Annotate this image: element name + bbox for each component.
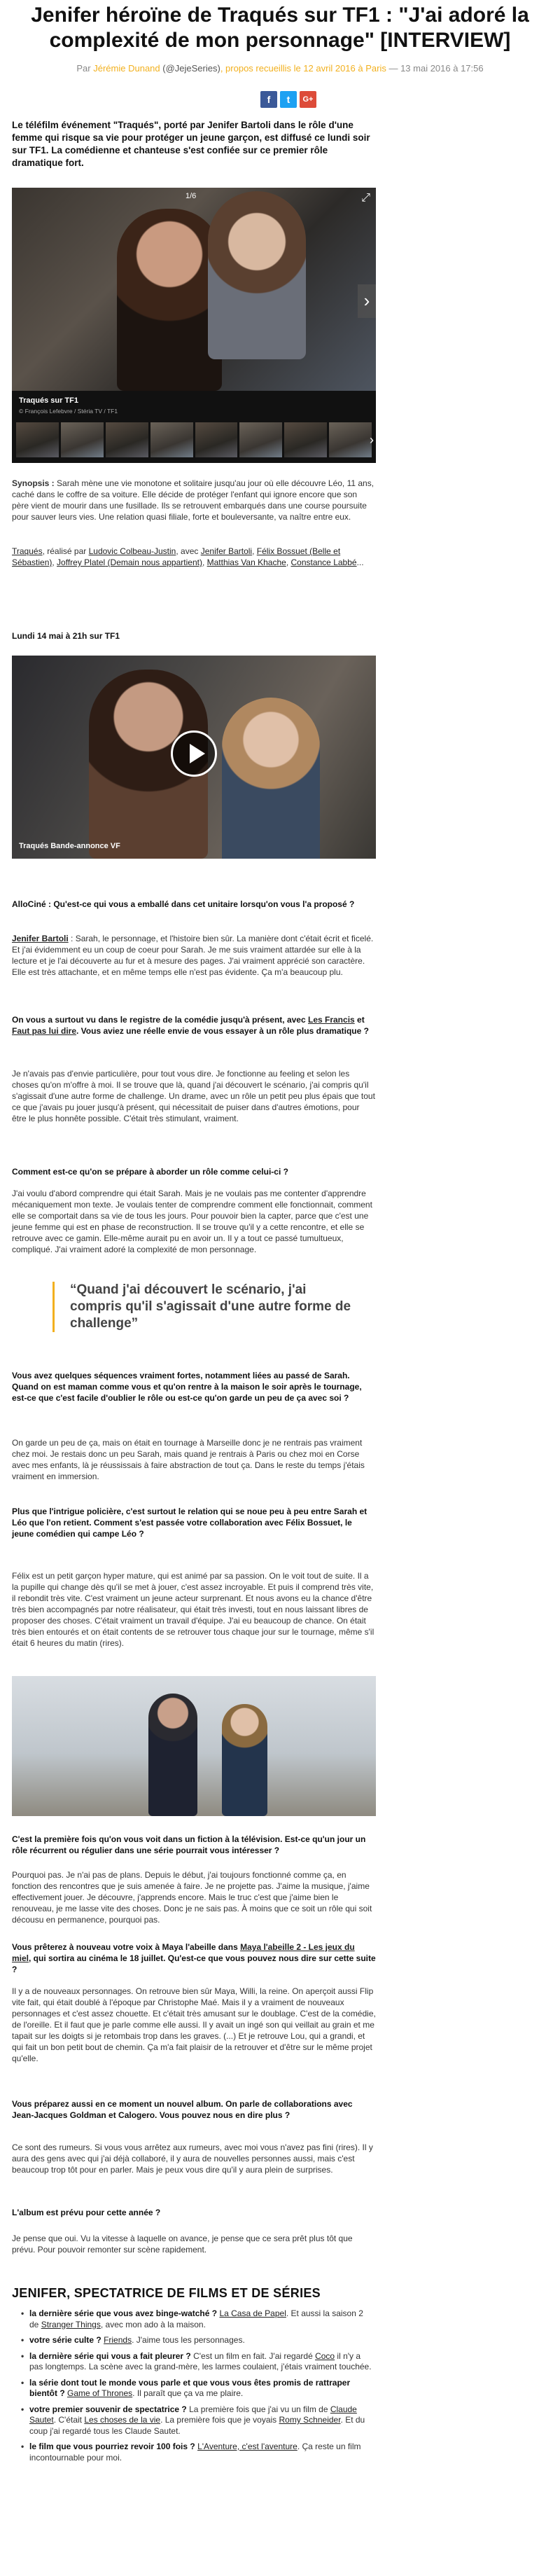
publish-date: — 13 mai 2016 à 17:56 bbox=[386, 63, 484, 74]
article-meta bbox=[7, 63, 553, 74]
facebook-share-icon[interactable]: f bbox=[260, 91, 277, 108]
question-text: et bbox=[354, 1015, 365, 1025]
list-answer: . C'était bbox=[53, 2415, 85, 2425]
article-lead: Le téléfilm événement "Traqués", porté par Jenifer Bartoli dans le rôle d'une femme qui risque sa vie pour protéger un jeune garçon, est diffusé ce lundi soir sur TF1. La comédienne et chanteuse s'est confiée sur ce premier rôle dramatique fort. bbox=[12, 120, 370, 168]
credits-text: , bbox=[202, 558, 207, 567]
film-link[interactable]: Maya l'abeille 2 - Les jeux du miel bbox=[12, 1942, 355, 1963]
next-arrow-icon[interactable]: › bbox=[358, 284, 376, 318]
meta-prefix: Par bbox=[76, 63, 91, 74]
speaker-link[interactable]: Jenifer Bartoli bbox=[12, 934, 69, 943]
interview-answer: Je n'avais pas d'envie particulière, pour tout vous dire. Je fonctionne au feeling et selon les choses qu'on m'offre à moi. Il se trouve que là, quand j'ai découvert le scénario, j'ai compris qu'il s'agissait d'une autre forme de challenge. Un drame, avec un rôle un petit peu plus épais que tout ce que j'avais pu jouer jusqu'à présent, qui nécessitait de puiser dans d'autres émotions, pour être le plus honnête possible. C'était très stimulant, vraiment. bbox=[12, 1069, 375, 1123]
film-link[interactable]: Faut pas lui dire bbox=[12, 1026, 77, 1036]
gallery-main-photo[interactable] bbox=[12, 188, 376, 391]
list-question: la dernière série que vous avez binge-watché ? bbox=[29, 2308, 218, 2318]
credits-text: , avec bbox=[176, 546, 201, 556]
series-link[interactable]: Stranger Things bbox=[41, 2319, 101, 2329]
list-answer: . Il paraît que ça va me plaire. bbox=[132, 2388, 244, 2398]
share-buttons bbox=[260, 91, 316, 108]
interview-question bbox=[12, 1014, 376, 1037]
gallery-thumbnail[interactable] bbox=[239, 422, 282, 457]
series-link[interactable]: (Demain nous appartient) bbox=[105, 558, 202, 567]
credits-text: ... bbox=[356, 558, 364, 567]
gallery-credit: © François Lefebvre / Stéria TV / TF1 bbox=[19, 408, 118, 415]
synopsis-label: Synopsis : bbox=[12, 478, 55, 488]
synopsis bbox=[12, 478, 376, 522]
interview-question bbox=[12, 1941, 376, 1975]
photo-figure-woman bbox=[148, 1694, 197, 1816]
person-link[interactable]: Claude Sautet bbox=[29, 2404, 357, 2425]
interview-answer: Pourquoi pas. Je n'ai pas de plans. Depuis le début, j'ai toujours fonctionné comme ça, en fonction des rencontres que je suis amenée à faire. Je ne projette pas. J'aime la musique, j'aime effectivement jouer. Je découvre, j'apprends encore. Mais le truc c'est que j'aime bien le renouveau, je me lasse vite des choses. Donc je ne sais pas. À moins que ce soit un rôle qui soit décousu en permanence, pourquoi pas. bbox=[12, 1870, 372, 1925]
series-link[interactable]: Game of Thrones bbox=[67, 2388, 133, 2398]
gallery-thumbnail[interactable] bbox=[195, 422, 238, 457]
list-question: votre premier souvenir de spectatrice ? bbox=[29, 2404, 187, 2414]
list-item bbox=[21, 2442, 374, 2463]
question-text: On vous a surtout vu dans le registre de la comédie jusqu'à présent, avec bbox=[12, 1015, 308, 1025]
gallery-thumbnails bbox=[16, 422, 372, 457]
expand-icon[interactable]: ⤢ bbox=[361, 192, 370, 204]
actor-link[interactable]: Félix Bossuet bbox=[256, 546, 307, 556]
meta-interview-info: , propos recueillis le 12 avril 2016 à Paris bbox=[220, 63, 386, 74]
interview-question: Plus que l'intrigue policière, c'est surtout le relation qui se noue peu à peu entre Sarah et Léo que l'on retient. Comment s'est passée votre collaboration avec Félix Bossuet, le jeune comédien qui campe Léo ? bbox=[12, 1507, 368, 1539]
photo-figure-boy bbox=[222, 1704, 267, 1816]
video-caption: Traqués Bande-annonce VF bbox=[19, 842, 120, 850]
interview-answer: J'ai voulu d'abord comprendre qui était Sarah. Mais je ne voulais pas me contenter d'apprendre mécaniquement mon texte. Je voulais tenter de comprendre comment elle fonctionnait, comment elle se comportait dans sa vie de tous les jours. Pour pouvoir bien la capter, parce que c'est une jeune femme qui est en phase de reconstruction. Il se trouve qu'il y a cette rencontre, et elle se retrouve avec ce gamin. Elle-même aurait pu en avoir un. Il y a tout ce passé tumultueux, compliqué. J'ai vraiment adoré la complexité de mon personnage. bbox=[12, 1189, 372, 1254]
series-link[interactable]: Friends bbox=[104, 2335, 132, 2345]
film-link[interactable]: (Belle et Sébastien) bbox=[12, 546, 341, 567]
interview-answer: Je pense que oui. Vu la vitesse à laquelle on avance, je pense que ce sera prêt plus tôt que prévu. Pour pouvoir remonter sur scène rapidement. bbox=[12, 2234, 353, 2255]
list-answer: . La première fois que je voyais bbox=[160, 2415, 279, 2425]
list-answer: . Ça reste un film incontournable pour moi. bbox=[29, 2442, 361, 2463]
gallery-thumbnail[interactable] bbox=[150, 422, 193, 457]
list-answer: La première fois que j'ai vu un film de bbox=[186, 2404, 330, 2414]
list-item bbox=[21, 2351, 374, 2373]
list-item bbox=[21, 2335, 374, 2346]
film-link[interactable]: Traqués bbox=[12, 546, 43, 556]
gallery-thumbnail[interactable] bbox=[106, 422, 148, 457]
film-credits bbox=[12, 546, 376, 568]
credits-text: , bbox=[52, 558, 57, 567]
film-link[interactable]: Coco bbox=[315, 2350, 335, 2361]
interview-answer: On garde un peu de ça, mais on était en tournage à Marseille donc je ne rentrais pas vraiment chez moi. Je restais donc un peu Sarah, mais quand je rentrais à Paris ou chez moi en Corse avec mes enfants, là je réussissais à faire abstraction de tout ça. Dans le reste du temps j'étais vraiment en immersion. bbox=[12, 1438, 365, 1481]
interview-question: Vous préparez aussi en ce moment un nouvel album. On parle de collaborations avec Jean-Jacques Goldman et Calogero. Vous pouvez nous en dire plus ? bbox=[12, 2099, 353, 2120]
section-heading: JENIFER, SPECTATRICE DE FILMS ET DE SÉRIES bbox=[12, 2286, 321, 2300]
list-item bbox=[21, 2378, 374, 2400]
list-answer: , avec mon ado à la maison. bbox=[100, 2319, 206, 2329]
thumbnails-next-icon[interactable]: › bbox=[370, 433, 374, 447]
question-text: Vous prêterez à nouveau votre voix à Maya l'abeille dans bbox=[12, 1942, 241, 1952]
list-question: votre série culte ? bbox=[29, 2335, 102, 2345]
list-answer: . J'aime tous les personnages. bbox=[132, 2335, 245, 2345]
interview-question: C'est la première fois qu'on vous voit dans un fiction à la télévision. Est-ce qu'un jour un rôle récurrent ou régulier dans une série pourrait vous intéresser ? bbox=[12, 1834, 366, 1855]
list-question: le film que vous pourriez revoir 100 fois ? bbox=[29, 2442, 195, 2451]
video-player[interactable] bbox=[12, 656, 376, 859]
favorites-list bbox=[21, 2308, 374, 2468]
series-link[interactable]: La Casa de Papel bbox=[219, 2308, 286, 2318]
list-question: la série dont tout le monde vous parle et que vous vous êtes promis de rattraper bientôt ? bbox=[29, 2377, 351, 2398]
interview-answer: Félix est un petit garçon hyper mature, qui est animé par sa passion. On le voit tout de suite. Il a la pupille qui change dès qu'il se met à jouer, c'est assez incroyable. Et puis il comprend très vite, il rebondit très vite. C'est vraiment un jeune acteur surprenant. Et nous avons eu la chance d'être très bien accompagnés par notre réalisateur, qui était très investi, tout en nous laissant libres de proposer des choses. C'était vraiment un travail d'équipe. J'ai eu beaucoup de chance. On était très bien entourés et on était contents de se retrouver tous chaque jour sur le tournage, même s'il était 6 heures du matin (rires). bbox=[12, 1571, 374, 1648]
list-item bbox=[21, 2404, 374, 2437]
gallery-thumbnail[interactable] bbox=[16, 422, 59, 457]
author-link[interactable]: Jérémie Dunand bbox=[93, 63, 160, 74]
interview-question: AlloCiné : Qu'est-ce qui vous a emballé dans cet unitaire lorsqu'on vous l'a proposé ? bbox=[12, 899, 355, 909]
interview-answer: Ce sont des rumeurs. Si vous vous arrêtez aux rumeurs, avec moi vous n'avez pas fini (rires). Il y aura des gens avec qui j'ai déjà collaboré, il y aura de nouvelles personnes aussi, mais c'est beaucoup trop tôt pour en parler. Mais je peux vous dire qu'il y aura plein de surprises. bbox=[12, 2142, 373, 2175]
interview-answer: Il y a de nouveaux personnages. On retrouve bien sûr Maya, Willi, la reine. On aperçoit aussi Flip vite fait, qui était doublé à l'époque par Christophe Maé. Mais il y a vraiment de nouveaux personnages et c'est assez chouette. Et c'était très amusant sur le doublage. C'est de la comédie, de l'oreille. Et il faut que je parle comme elle aussi. Il y avait un ingé son qui veillait au grain et me tapait sur les doigts si je retombais trop dans les graves. (...) Et je retrouve Lou, qui a grandi, et qui fait un bon petit bout de chemin. Ça m'a fait plaisir de la retrouver et d'être sur le même projet qu'elle. bbox=[12, 1986, 376, 2063]
list-answer: il n'y a pas longtemps. La scène avec la grand-mère, les larmes coulaient, j'étais vraiment touchée. bbox=[29, 2350, 372, 2371]
gallery-thumbnail[interactable] bbox=[329, 422, 372, 457]
interview-question: Comment est-ce qu'on se prépare à aborder un rôle comme celui-ci ? bbox=[12, 1167, 288, 1177]
film-link[interactable]: L'Aventure, c'est l'aventure bbox=[197, 2442, 298, 2451]
gallery-thumbnail[interactable] bbox=[284, 422, 327, 457]
interview-question: Vous avez quelques séquences vraiment fortes, notamment liées au passé de Sarah. Quand on est maman comme vous et qu'on rentre à la maison le soir après le tournage, est-ce que c'est facile d'oublier le rôle ou est-ce qu'on garde un peu de ça avec soi ? bbox=[12, 1371, 362, 1403]
credits-text: , bbox=[252, 546, 257, 556]
article-photo bbox=[12, 1676, 376, 1816]
list-answer: . Et du coup j'ai regardé tous les Claude Sautet. bbox=[29, 2415, 365, 2436]
director-link[interactable]: Ludovic Colbeau-Justin bbox=[88, 546, 176, 556]
photo-figure-boy bbox=[208, 191, 306, 359]
synopsis-text: Sarah mène une vie monotone et solitaire jusqu'au jour où elle découvre Léo, 11 ans, caché dans le coffre de sa voiture. Elle décide de protéger l'enfant qui ignore encore que son père vient de mourir dans une fusillade. Ils se retrouvent embarqués dans une course poursuite pour sauver leurs vies. Une relation quasi filiale, forte et bouleversante, va naître entre eux. bbox=[12, 478, 374, 522]
credits-text: , bbox=[286, 558, 291, 567]
actor-link[interactable]: Joffrey Platel bbox=[57, 558, 106, 567]
pull-quote: “Quand j'ai découvert le scénario, j'ai compris qu'il s'agissait d'une autre forme de challenge” bbox=[52, 1282, 360, 1332]
google-plus-share-icon[interactable]: G+ bbox=[300, 91, 316, 108]
interview-question: L'album est prévu pour cette année ? bbox=[12, 2208, 161, 2217]
video-figure-boy bbox=[222, 698, 320, 859]
photo-gallery bbox=[12, 188, 376, 463]
film-link[interactable]: Les choses de la vie bbox=[84, 2415, 161, 2425]
actor-link[interactable]: Jenifer Bartoli bbox=[200, 546, 253, 556]
answer-text: : Sarah, le personnage, et l'histoire bien sûr. La manière dont c'était écrit et ficelé. Et j'ai évidemment eu un coup de coeur pour Sarah. Je me suis vraiment attardée sur elle à la lecture et je l'ai découverte au fur et à mesure des pages. J'ai vraiment apprécié son caractère. Elle est très attachante, et en même temps elle n'est pas évidente. Ça m'a beaucoup plu. bbox=[12, 934, 374, 977]
gallery-thumbnail[interactable] bbox=[61, 422, 104, 457]
airing-info: Lundi 14 mai à 21h sur TF1 bbox=[12, 631, 120, 641]
play-icon[interactable] bbox=[171, 730, 217, 777]
actor-link[interactable]: Matthias Van Khache bbox=[206, 558, 286, 567]
author-handle: (@JejeSeries) bbox=[162, 63, 220, 74]
interview-answer bbox=[12, 933, 376, 978]
photo-figure-woman bbox=[117, 209, 222, 391]
list-question: la dernière série qui vous a fait pleurer ? bbox=[29, 2350, 191, 2361]
list-item bbox=[21, 2308, 374, 2330]
film-link[interactable]: Les Francis bbox=[308, 1015, 355, 1025]
list-answer: C'est un film en fait. J'ai regardé bbox=[190, 2350, 316, 2361]
twitter-share-icon[interactable]: t bbox=[280, 91, 297, 108]
gallery-counter: 1/6 bbox=[186, 192, 197, 200]
actor-link[interactable]: Constance Labbé bbox=[290, 558, 357, 567]
article-title: Jenifer héroïne de Traqués sur TF1 : "J'ai adoré la complexité de mon personnage" [INTERVIEW] bbox=[31, 4, 529, 52]
person-link[interactable]: Romy Schneider bbox=[279, 2415, 341, 2425]
question-text: . Vous aviez une réelle envie de vous essayer à un rôle plus dramatique ? bbox=[76, 1026, 369, 1036]
question-text: , qui sortira au cinéma le 18 juillet. Qu'est-ce que vous pouvez nous dire sur cette suite ? bbox=[12, 1953, 376, 1974]
credits-text: , réalisé par bbox=[42, 546, 89, 556]
gallery-caption: Traqués sur TF1 bbox=[19, 396, 78, 405]
list-answer: . Et aussi la saison 2 de bbox=[29, 2308, 363, 2329]
